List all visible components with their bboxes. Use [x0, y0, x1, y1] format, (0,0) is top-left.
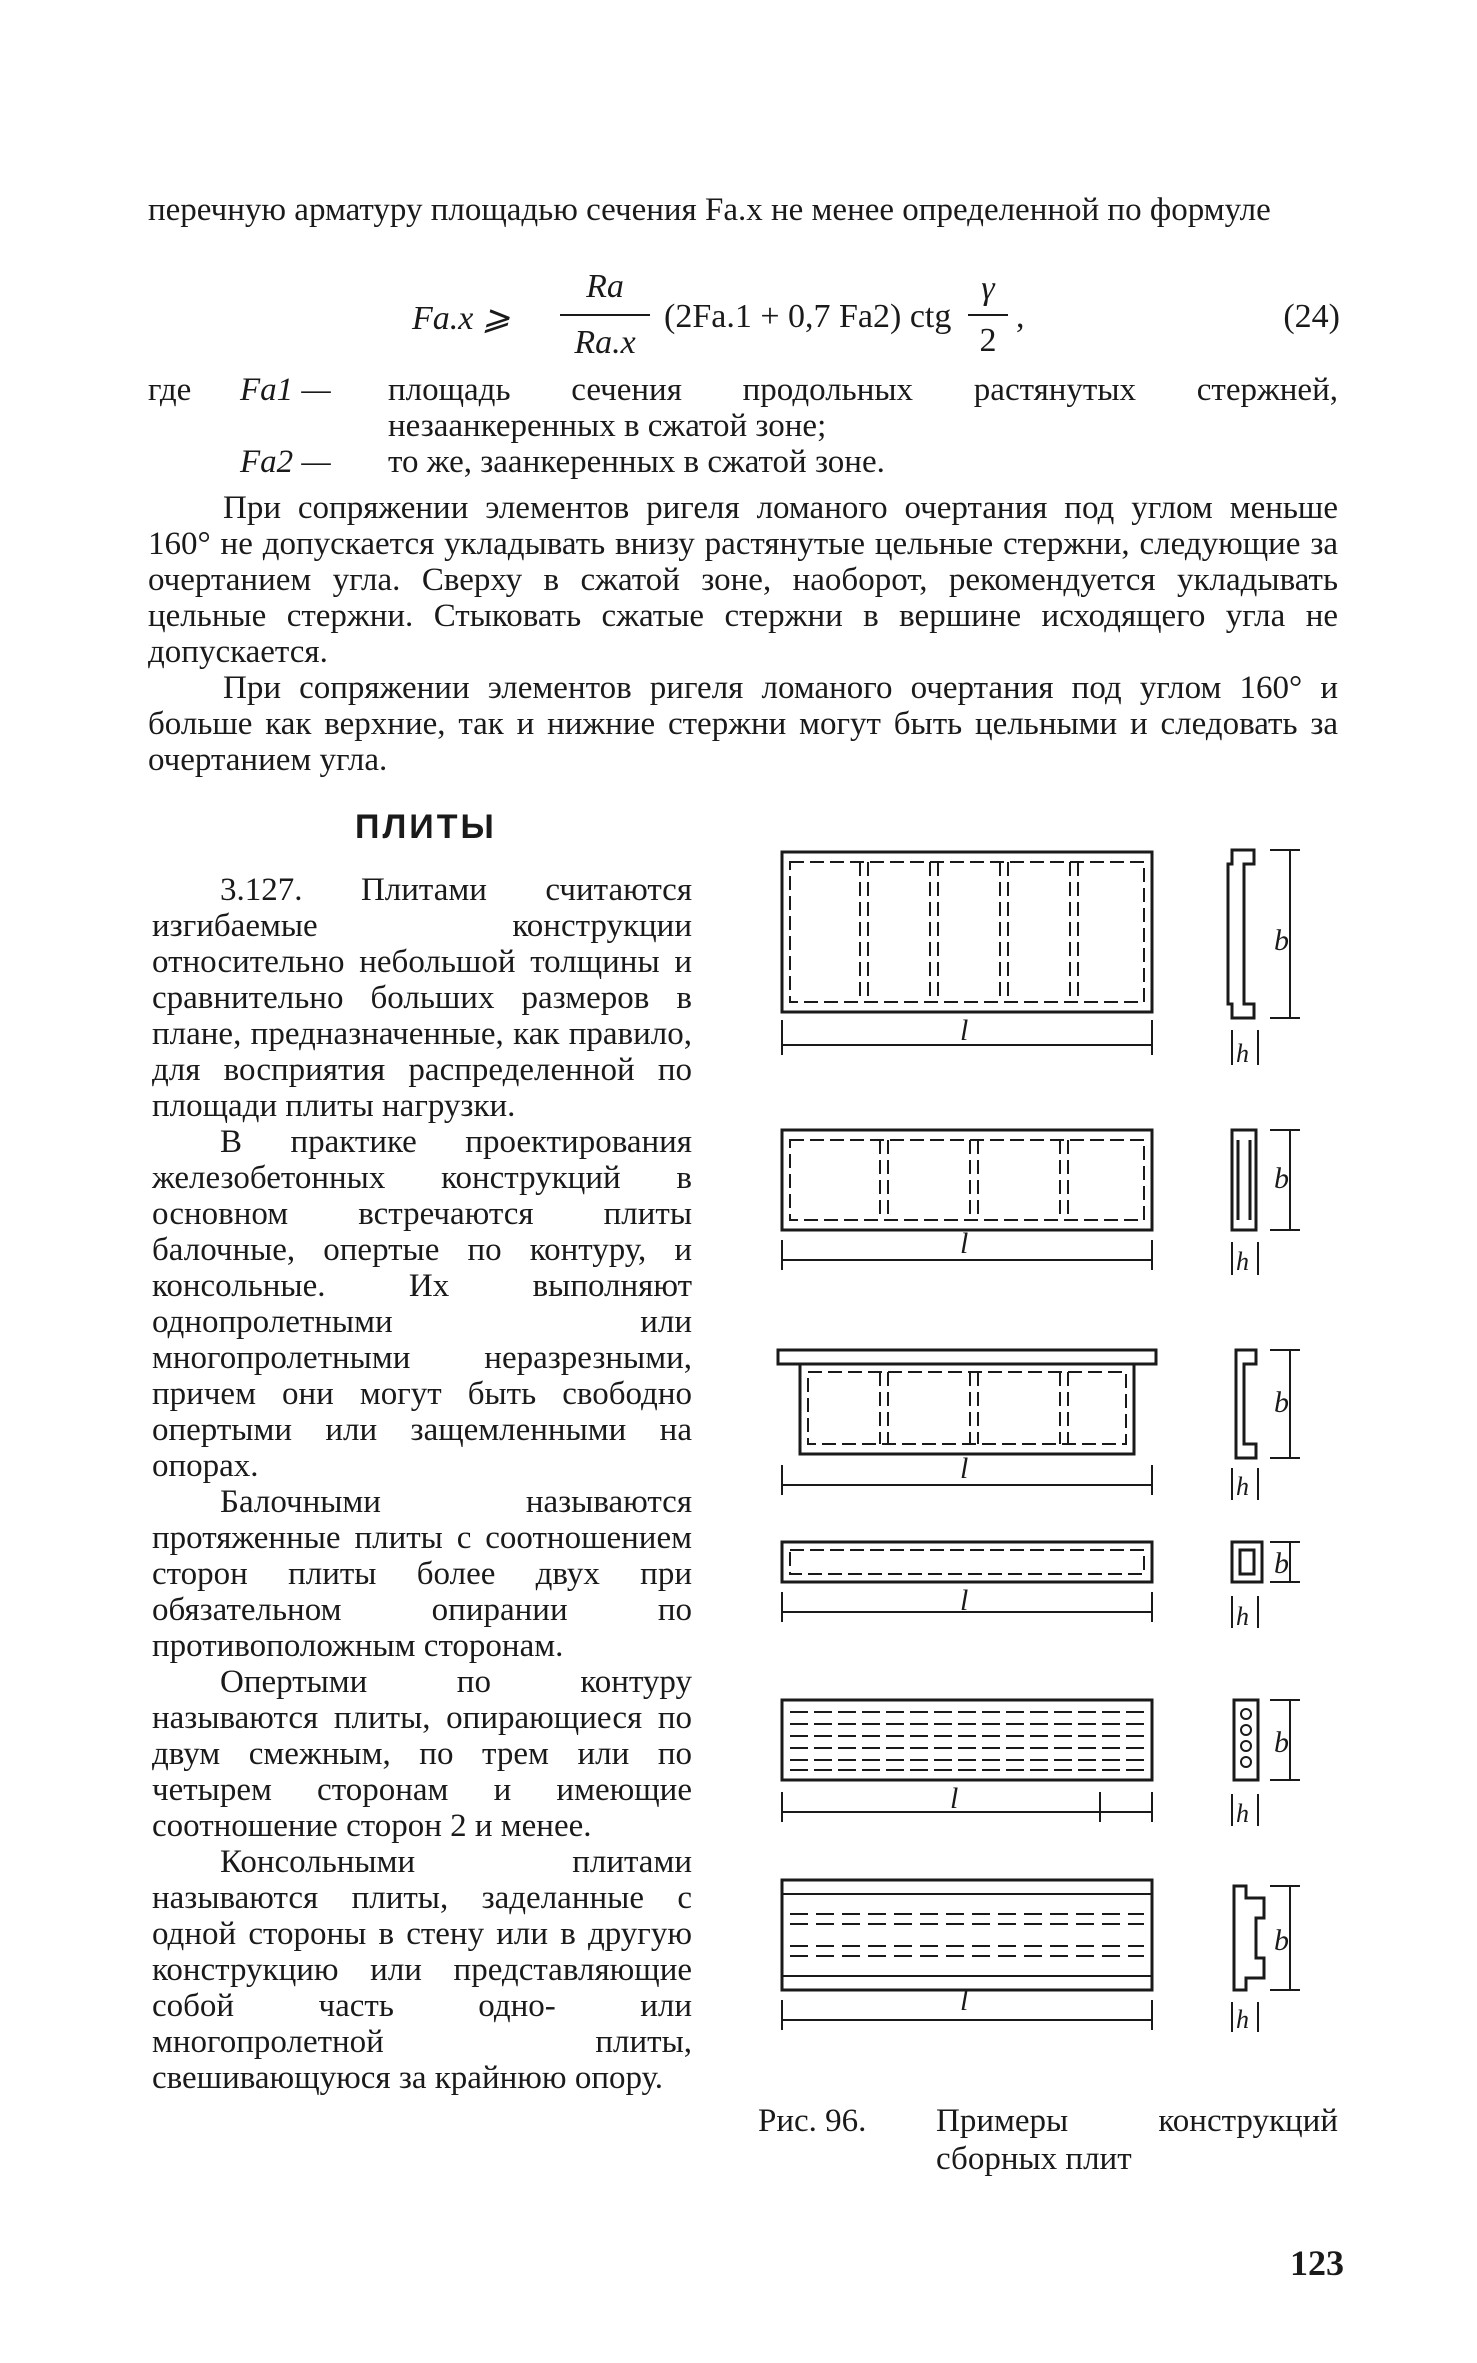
slab-2-height-label: h: [1236, 1247, 1249, 1276]
slab-2-plan: [782, 1130, 1300, 1275]
slab-1-height-label: h: [1236, 1039, 1249, 1068]
formula-24: [400, 262, 1340, 372]
where-symbol-2: Fa2 —: [240, 444, 331, 480]
where-symbol-1: Fa1 —: [240, 372, 331, 408]
intro-text: перечную арматуру площадью сечения Fa.x не менее определенной по формуле: [148, 192, 1271, 228]
slab-5-height-label: h: [1236, 1799, 1249, 1828]
column-paragraph-3: Балочными называются протяженные плиты с соотношением сторон плиты более двух при обязательном опирании по противоположным сторонам.: [152, 1484, 692, 1664]
fraction-bar: [560, 314, 650, 316]
where-block: [148, 372, 1338, 480]
left-column: [152, 872, 692, 2096]
figure-96-slabs: [770, 840, 1330, 2090]
section-heading: ПЛИТЫ: [355, 808, 497, 846]
slab-4-plan: [782, 1542, 1300, 1628]
slab-6-length-label: l: [960, 1984, 969, 2017]
slab-4-length-label: l: [960, 1584, 969, 1617]
caption-number: Рис. 96.: [758, 2103, 867, 2139]
slab-5-width-label: b: [1274, 1726, 1289, 1759]
slab-4-height-label: h: [1236, 1602, 1249, 1631]
where-text-1: площадь сечения продольных растянутых стержней, незаанкеренных в сжатой зоне;: [388, 372, 1338, 444]
column-paragraph-2: В практике проектирования железобетонных конструкций в основном встречаются плиты балочные, опертые по контуру, и консольные. Их выполняют однопролетными или многопролетными неразрезными, причем они могут быть свободно опертыми или защемленными на опорах.: [152, 1124, 692, 1484]
slab-3-width-label: b: [1274, 1386, 1289, 1419]
slab-1-section: [1228, 850, 1300, 1065]
slab-6-width-label: b: [1274, 1924, 1289, 1957]
slab-2-length-label: l: [960, 1227, 969, 1260]
formula-comma: ,: [1016, 298, 1025, 335]
angle-fraction-bar: [968, 314, 1008, 316]
formula-numerator: Ra: [586, 268, 624, 305]
where-item-2: [148, 444, 1338, 480]
paragraph-angle-160: При сопряжении элементов ригеля ломаного очертания под углом 160° и больше как верхние, так и нижние стержни могут быть цельными и следовать за очертанием угла.: [148, 670, 1338, 778]
slab-4-width-label: b: [1274, 1547, 1289, 1580]
formula-denominator: Ra.x: [574, 324, 636, 361]
slab-3-height-label: h: [1236, 1472, 1249, 1501]
page-number: 123: [1290, 2243, 1344, 2283]
column-paragraph-5: Консольными плитами называются плиты, заделанные с одной стороны в стену или в другую конструкцию или представляющие собой часть одно- или многопролетной плиты, свешивающуюся за крайнюю опору.: [152, 1844, 692, 2096]
column-paragraph-1: 3.127. Плитами считаются изгибаемые конструкции относительно небольшой толщины и сравнительно больших размеров в плане, предназначенные, как правило, для восприятия распределенной по площади плиты нагрузки.: [152, 872, 692, 1124]
slab-1-length-label: l: [960, 1014, 969, 1047]
where-item-1: [148, 372, 1338, 444]
paragraph-angle-less-160: При сопряжении элементов ригеля ломаного очертания под углом меньше 160° не допускается укладывать внизу растянутые цельные стержни, следующие за очертанием угла. Сверху в сжатой зоне, наоборот, рекомендуется укладывать цельные стержни. Стыковать сжатые стержни в вершине исходящего угла не допускается.: [148, 490, 1338, 670]
caption-text: Примеры конструкций сборных плит: [936, 2103, 1338, 2177]
formula-lhs: Fa.x ⩾: [412, 300, 511, 337]
where-word: где: [148, 372, 192, 408]
slab-3-length-label: l: [960, 1452, 969, 1485]
slab-2-width-label: b: [1274, 1162, 1289, 1195]
formula-angle-den: 2: [979, 322, 997, 359]
formula-angle-num: γ: [981, 270, 995, 307]
column-paragraph-4: Опертыми по контуру называются плиты, опирающиеся по двум смежным, по трем или по четырем сторонам и имеющие соотношение сторон 2 и менее.: [152, 1664, 692, 1844]
slab-3-plan: [778, 1350, 1300, 1500]
slab-6-height-label: h: [1236, 2005, 1249, 2034]
formula-number: (24): [1283, 298, 1340, 335]
formula-body: (2Fa.1 + 0,7 Fa2) ctg: [664, 298, 952, 335]
where-text-2: то же, заанкеренных в сжатой зоне.: [388, 444, 885, 480]
slab-1-width-label: b: [1274, 924, 1289, 957]
slab-5-plan: [782, 1700, 1300, 1826]
slab-6-plan: [782, 1880, 1300, 2032]
slab-5-length-label: l: [950, 1782, 959, 1815]
